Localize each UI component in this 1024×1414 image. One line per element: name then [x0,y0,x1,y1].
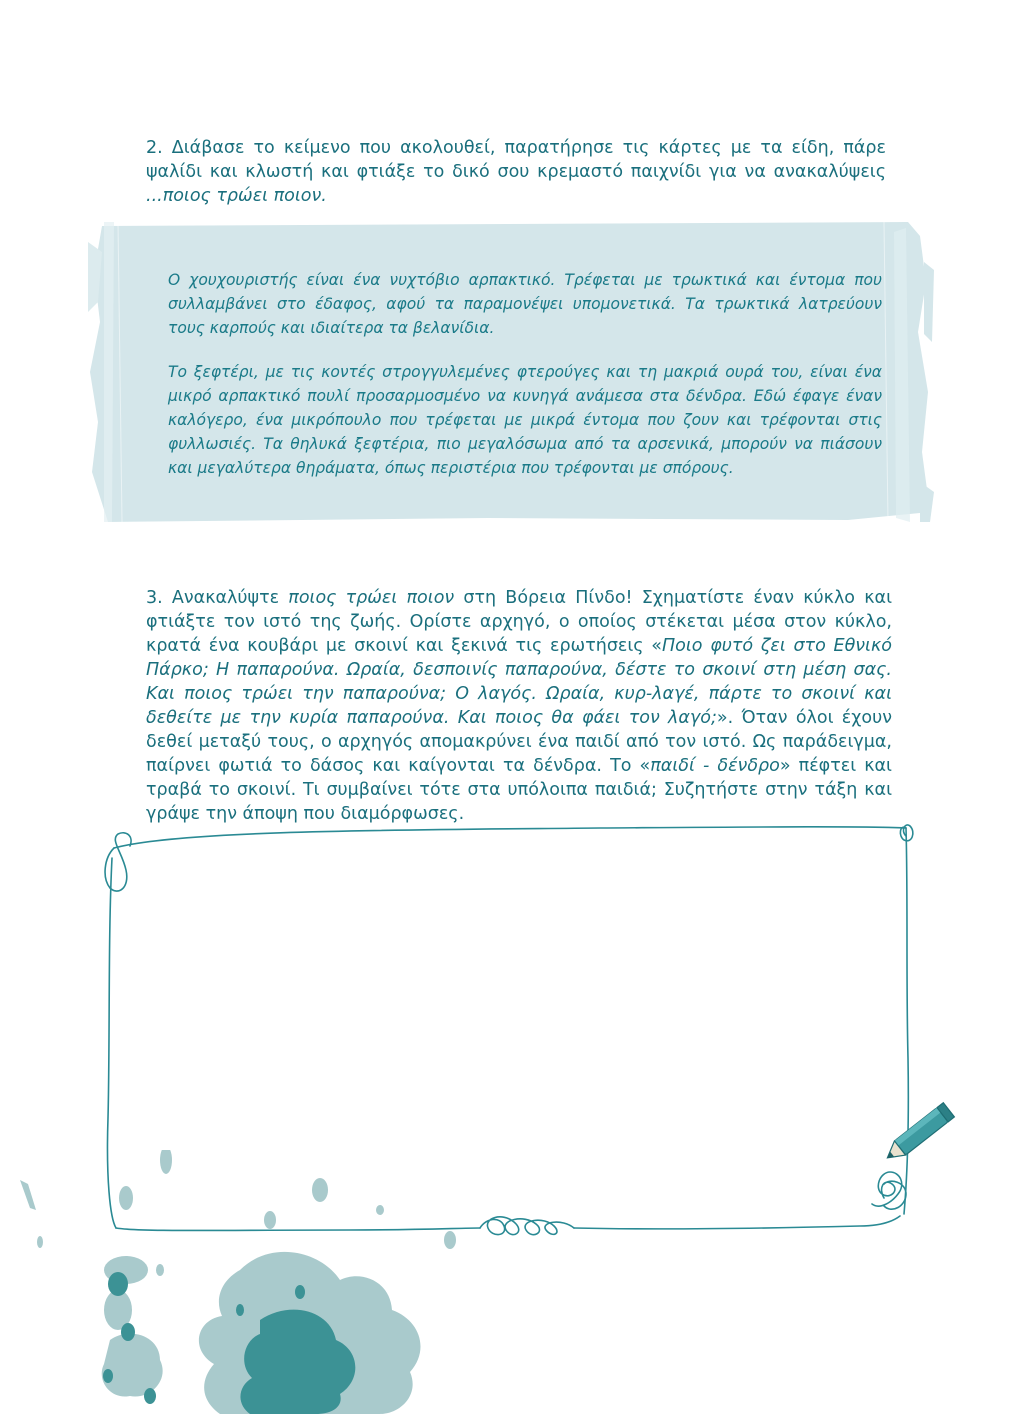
exercise-3-text-4: Ποιο φυτό ζει στο Εθνικό Πάρκο; Η παπαρούνα. Ωραία, δεσποινίς παπαρούνα, δέστε το σκοινί στη μέση σας. Και ποιος τρώει την παπαρούνα; Ο λαγός. Ωραία, κυρ-λαγέ, πάρτε το σκοινί και δεθείτε με την κυρία παπαρούνα. Και ποιος θα φάει τον λαγό; [146,636,892,728]
exercise-2-number: 2. [146,138,163,158]
info-paragraph-owl: Ο χουχουριστής είναι ένα νυχτόβιο αρπακτικό. Τρέφεται με τρωκτικά και έντομα που συλλαμβάνει στο έδαφος, αφού τα παραμονέψει υπομονετικά. Τα τρωκτικά λατρεύουν τους καρπούς και ιδιαίτερα τα βελανίδια. [168,271,882,337]
exercise-2-text-italic: ...ποιος τρώει ποιον. [146,186,327,206]
exercise-3-number: 3. [146,588,163,608]
exercise-3-text-7: » πέφτει και τραβά το σκοινί. Τι συμβαίνει τότε στα υπόλοιπα παιδιά; Συζητήστε στην τάξη και γράψε την άποψη που διαμόρφωσες. [146,756,892,824]
info-paragraph-hawk: Το ξεφτέρι, με τις κοντές στρογγυλεμένες φτερούγες και τη μακριά ουρά του, είναι ένα μικρό αρπακτικό πουλί προσαρμοσμένο να κυνηγά ανάμεσα στα δένδρα. Εδώ έφαγε έναν καλόγερο, ένα μικρόπουλο που τρέφεται με μικρά έντομα που ζουν και τρέφονται στις φυλλωσιές. Τα θηλυκά ξεφτέρια, πιο μεγαλόσωμα από τα αρσενικά, μπορούν να πιάσουν και μεγαλύτερα θηράματα, όπως περιστέρια που τρέφονται με σπόρους. [168,363,882,477]
exercise-3-text-3: στη Βόρεια Πίνδο! Σχηματίστε έναν κύκλο και φτιάξτε τον ιστό της ζωής. Ορίστε αρχηγό, ο οποίος στέκεται μέσα στον κύκλο, κρατά ένα κουβάρι με σκοινί και ξεκινά τις ερωτήσεις « [146,588,892,656]
exercise-2-text: Διάβασε το κείμενο που ακολουθεί, παρατήρησε τις κάρτες με τα είδη, πάρε ψαλίδι και κλωστή και φτιάξε το δικό σου κρεμαστό παιχνίδι για να ανακαλύψεις [146,138,886,182]
exercise-3-text-6: παιδί - δένδρο [650,756,780,776]
exercise-3-text-1: Ανακαλύψτε [162,588,289,608]
frame-top-line [114,827,906,848]
exercise-2-instructions [146,136,886,208]
frame-right-line [904,828,908,1214]
exercise-3-instructions [146,586,892,826]
info-box [88,222,934,522]
frame-bottom-line-right [574,1216,900,1229]
exercise-3-text-2: ποιος τρώει ποιον [288,588,455,608]
exercise-3-text-5: ». Όταν όλοι έχουν δεθεί μεταξύ τους, ο αρχηγός απομακρύνει ένα παιδί από τον ιστό. Ως παράδειγμα, παίρνει φωτιά το δάσος και καίγονται τα δένδρα. Το « [146,708,892,776]
info-text [168,268,882,500]
frame-bottom-right-curls [872,1172,906,1209]
pencil-icon [882,1103,955,1165]
frame-top-left-loop [105,833,131,891]
paint-splatter-decoration [0,1150,520,1414]
